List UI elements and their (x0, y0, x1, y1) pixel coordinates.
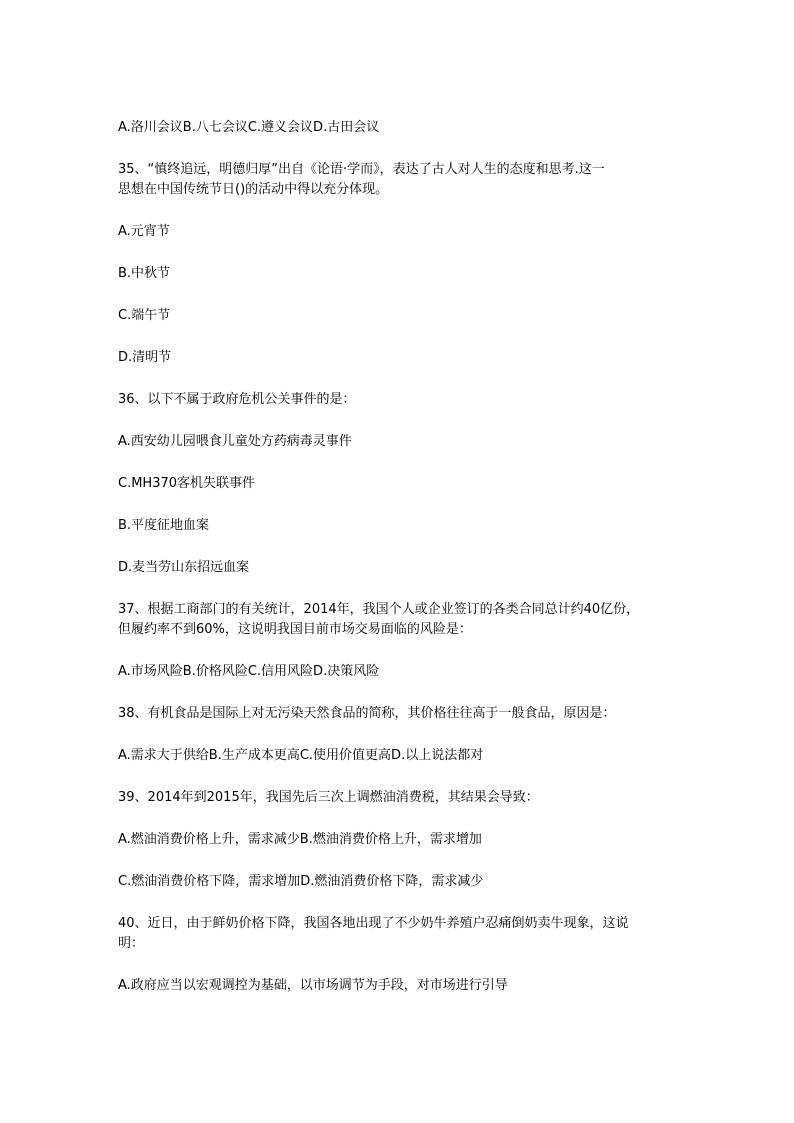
paragraph (118, 348, 688, 368)
text-line: A.元宵节 (118, 224, 170, 239)
paragraph (118, 516, 688, 536)
document-page (118, 118, 688, 1018)
text-line: 40、近日，由于鲜奶价格下降，我国各地出现了不少奶牛养殖户忍痛倒奶卖牛现象，这说 (118, 916, 629, 931)
text-line: 38、有机食品是国际上对无污染天然食品的简称，其价格往往高于一般食品，原因是： (118, 706, 616, 721)
paragraph (118, 600, 688, 640)
text-line: D.麦当劳山东招远血案 (118, 560, 250, 575)
text-line: B.中秋节 (118, 266, 171, 281)
text-line: 39、2014年到2015年，我国先后三次上调燃油消费税，其结果会导致： (118, 790, 539, 805)
text-line: D.清明节 (118, 350, 172, 365)
text-line: 36、以下不属于政府危机公关事件的是： (118, 392, 356, 407)
text-line: C.燃油消费价格下降，需求增加D.燃油消费价格下降，需求减少 (118, 874, 484, 889)
text-line: A.市场风险B.价格风险C.信用风险D.决策风险 (118, 664, 380, 679)
text-line: B.平度征地血案 (118, 518, 210, 533)
paragraph (118, 264, 688, 284)
paragraph (118, 558, 688, 578)
paragraph (118, 432, 688, 452)
paragraph (118, 976, 688, 996)
text-line: C.MH370客机失联事件 (118, 476, 256, 491)
text-line: A.西安幼儿园喂食儿童处方药病毒灵事件 (118, 434, 352, 449)
paragraph (118, 160, 688, 200)
paragraph (118, 788, 688, 808)
paragraph (118, 872, 688, 892)
paragraph (118, 118, 688, 138)
paragraph (118, 830, 688, 850)
text-line: 但履约率不到60%，这说明我国目前市场交易面临的风险是： (118, 622, 472, 637)
paragraph (118, 662, 688, 682)
text-line: A.需求大于供给B.生产成本更高C.使用价值更高D.以上说法都对 (118, 748, 484, 763)
paragraph (118, 704, 688, 724)
text-line: 思想在中国传统节日()的活动中得以充分体现。 (118, 182, 389, 197)
text-line: A.政府应当以宏观调控为基础，以市场调节为手段，对市场进行引导 (118, 978, 508, 993)
text-line: 35、“慎终追远，明德归厚”出自《论语·学而》，表达了古人对人生的态度和思考.这一 (118, 162, 605, 177)
paragraph (118, 222, 688, 242)
paragraph (118, 390, 688, 410)
text-line: 37、根据工商部门的有关统计，2014年，我国个人或企业签订的各类合同总计约40亿份， (118, 602, 640, 617)
paragraph (118, 746, 688, 766)
paragraph (118, 914, 688, 954)
paragraph (118, 306, 688, 326)
text-line: C.端午节 (118, 308, 171, 323)
paragraph (118, 474, 688, 494)
text-line: A.燃油消费价格上升，需求减少B.燃油消费价格上升，需求增加 (118, 832, 482, 847)
text-line: 明： (118, 936, 145, 951)
text-line: A.洛川会议B.八七会议C.遵义会议D.古田会议 (118, 120, 380, 135)
